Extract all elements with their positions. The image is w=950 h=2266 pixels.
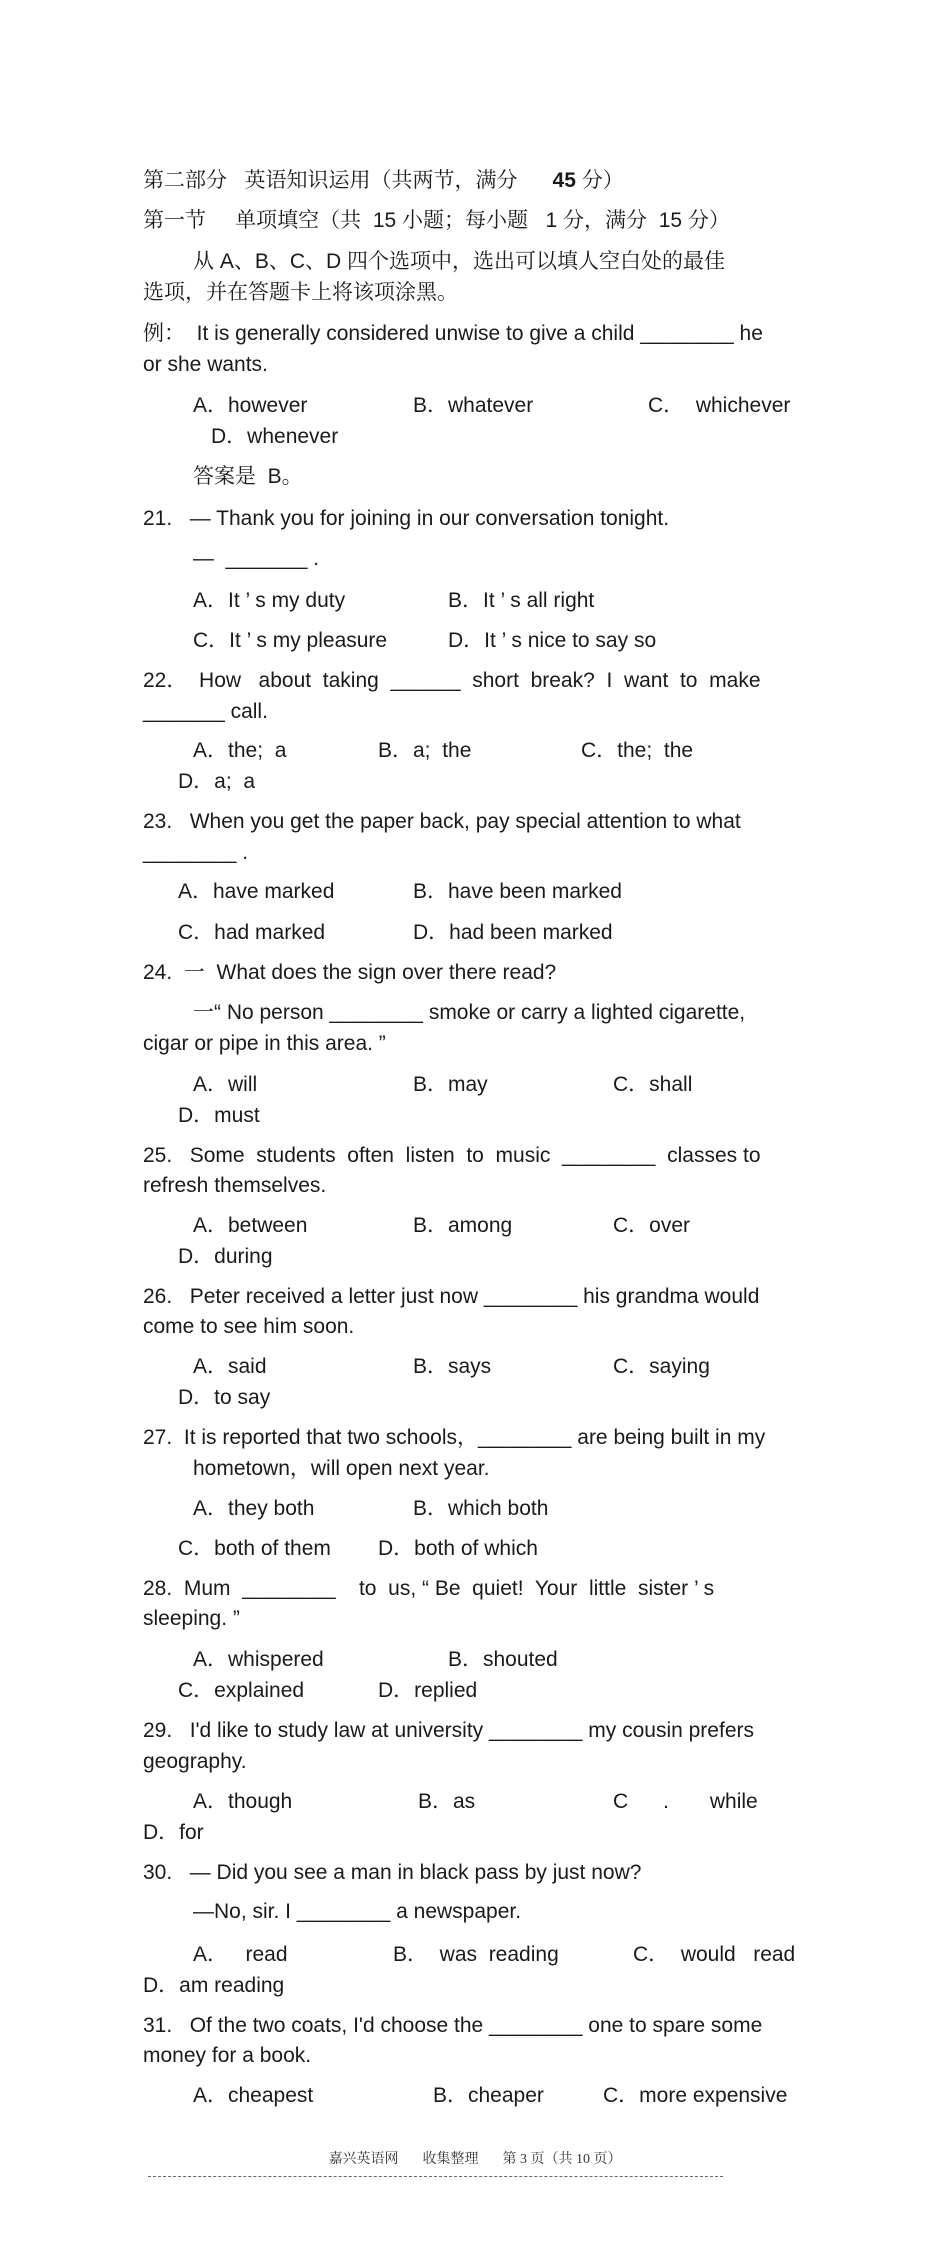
q24-option-a: A．will (193, 1073, 258, 1096)
q30-option-c: C． would read (633, 1943, 796, 1966)
q29-stem-2: geography. (143, 1750, 247, 1773)
q30-option-a: A． read (193, 1943, 288, 1966)
q31-stem-2: money for a book. (143, 2044, 312, 2067)
q29-option-a: A．though (193, 1790, 293, 1813)
q30-stem-2: —No, sir. I ________ a newspaper. (193, 1900, 522, 1923)
example-stem-2: or she wants. (143, 353, 268, 376)
example-option-c: C． whichever (648, 394, 791, 417)
q29-stem-1: 29. I'd like to study law at university ________ my cousin prefers (143, 1719, 754, 1742)
q25-option-b: B．among (413, 1214, 513, 1237)
q30-option-b: B． was reading (393, 1943, 559, 1966)
q26-stem-1: 26. Peter received a letter just now ________ his grandma would (143, 1285, 760, 1308)
q22-option-d: D．a; a (178, 770, 256, 793)
q26-option-b: B．says (413, 1355, 492, 1378)
footer-site: 嘉兴英语网 (328, 2152, 399, 2167)
q30-option-d: D．am reading (143, 1974, 285, 1997)
q23-option-c: C．had marked (178, 921, 326, 944)
q22-option-a: A．the; a (193, 739, 287, 762)
q28-option-c: C．explained (178, 1679, 305, 1702)
q23-stem-2: ________ . (143, 841, 249, 864)
example-option-d: D．whenever (211, 425, 339, 448)
page-footer (0, 2148, 950, 2168)
q23-option-b: B．have been marked (413, 880, 622, 903)
q25-option-c: C．over (613, 1214, 691, 1237)
q26-stem-2: come to see him soon. (143, 1315, 355, 1338)
footer-page-number: 第 3 页（共 10 页） (502, 2152, 622, 2167)
q24-stem-2: 一“ No person ________ smoke or carry a lighted cigarette, (193, 1001, 746, 1024)
q25-stem-2: refresh themselves. (143, 1174, 327, 1197)
q28-option-b: B．shouted (448, 1648, 558, 1671)
example-option-a: A．however (193, 394, 308, 417)
instruction-line-1: 从 A、B、C、D 四个选项中，选出可以填人空白处的最佳 (193, 250, 726, 273)
q22-option-b: B．a; the (378, 739, 472, 762)
q29-option-d: D．for (143, 1821, 204, 1844)
q27-option-b: B．which both (413, 1497, 549, 1520)
footer-divider (148, 2176, 723, 2177)
q31-option-b: B．cheaper (433, 2084, 544, 2107)
q23-option-d: D．had been marked (413, 921, 613, 944)
q30-stem-1: 30. — Did you see a man in black pass by just now? (143, 1861, 642, 1884)
example-answer: 答案是 B。 (193, 465, 303, 488)
q24-option-c: C．shall (613, 1073, 693, 1096)
q23-stem-1: 23. When you get the paper back, pay special attention to what (143, 810, 741, 833)
part-title (143, 170, 624, 191)
q26-option-c: C．saying (613, 1355, 710, 1378)
q28-stem-2: sleeping. ” (143, 1607, 240, 1630)
q21-stem-2: — _______ . (193, 547, 320, 570)
q25-stem-1: 25. Some students often listen to music ________ classes to (143, 1144, 761, 1167)
q25-option-d: D．during (178, 1245, 273, 1268)
q26-option-d: D．to say (178, 1386, 271, 1409)
section-title: 第一节 单项填空（共 15 小题；每小题 1 分，满分 15 分） (143, 209, 730, 232)
instruction-line-2: 选项，并在答题卡上将该项涂黑。 (143, 281, 458, 304)
q24-stem-1: 24. 一 What does the sign over there read? (143, 961, 557, 984)
q21-option-d: D．It ’ s nice to say so (448, 629, 657, 652)
q21-option-b: B．It ’ s all right (448, 589, 595, 612)
footer-collected: 收集整理 (422, 2152, 479, 2167)
q26-option-a: A．said (193, 1355, 267, 1378)
example-option-b: B．whatever (413, 394, 534, 417)
q27-option-c: C．both of them (178, 1537, 331, 1560)
q31-option-c: C．more expensive (603, 2084, 788, 2107)
q24-option-b: B．may (413, 1073, 488, 1096)
q31-stem-1: 31. Of the two coats, I'd choose the ________ one to spare some (143, 2014, 763, 2037)
q27-stem-2: hometown，will open next year. (193, 1457, 490, 1480)
q27-stem-1: 27. It is reported that two schools，________ are being built in my (143, 1426, 766, 1449)
part-title-suffix: 分） (581, 169, 624, 192)
q27-option-a: A．they both (193, 1497, 315, 1520)
q24-option-d: D．must (178, 1104, 260, 1127)
part-title-text: 第二部分 英语知识运用（共两节，满分 (143, 169, 518, 192)
q25-option-a: A．between (193, 1214, 308, 1237)
q22-stem-1: 22． How about taking ______ short break? I want to make (143, 669, 761, 692)
q27-option-d: D．both of which (378, 1537, 538, 1560)
q22-option-c: C．the; the (581, 739, 694, 762)
part-title-score: 45 (552, 169, 576, 192)
example-stem-1: 例： It is generally considered unwise to give a child ________ he (143, 322, 763, 345)
q28-option-a: A．whispered (193, 1648, 324, 1671)
q28-stem-1: 28. Mum ________ to us, “ Be quiet! Your little sister ’ s (143, 1577, 715, 1600)
q21-option-a: A．It ’ s my duty (193, 589, 346, 612)
q29-option-c: C . while (613, 1790, 758, 1813)
q28-option-d: D．replied (378, 1679, 478, 1702)
q23-option-a: A．have marked (178, 880, 335, 903)
q31-option-a: A．cheapest (193, 2084, 314, 2107)
q21-stem-1: 21. — Thank you for joining in our conversation tonight. (143, 507, 670, 530)
q29-option-b: B．as (418, 1790, 476, 1813)
q22-stem-2: _______ call. (143, 700, 268, 723)
q24-stem-3: cigar or pipe in this area. ” (143, 1032, 386, 1055)
q21-option-c: C．It ’ s my pleasure (193, 629, 388, 652)
